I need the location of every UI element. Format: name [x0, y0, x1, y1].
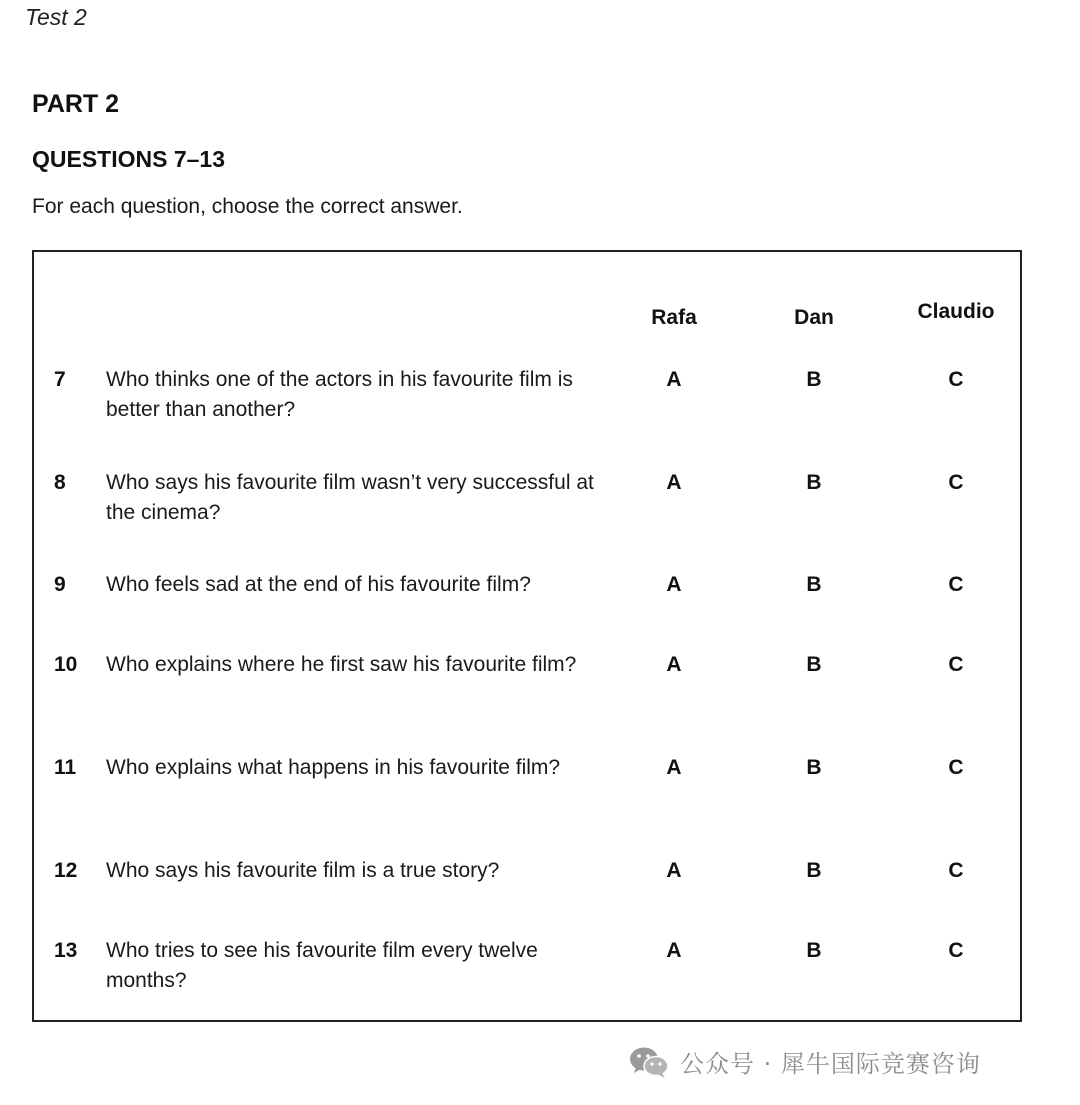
option-a[interactable]: A	[666, 573, 682, 596]
option-a[interactable]: A	[666, 471, 682, 494]
instruction-text: For each question, choose the correct answer.	[32, 195, 463, 218]
option-c[interactable]: C	[948, 756, 964, 779]
question-text: Who tries to see his favourite film every twelve months?	[106, 939, 538, 992]
column-header-claudio: Claudio	[917, 300, 995, 323]
option-b[interactable]: B	[806, 368, 822, 391]
question-row-12	[34, 856, 1020, 916]
questions-title: QUESTIONS 7–13	[32, 146, 226, 172]
option-c[interactable]: C	[948, 939, 964, 962]
option-b[interactable]: B	[806, 859, 822, 882]
wechat-icon	[628, 1045, 670, 1079]
option-c[interactable]: C	[948, 859, 964, 882]
question-row-11	[34, 753, 1020, 813]
option-a[interactable]: A	[666, 756, 682, 779]
question-number: 7	[54, 368, 66, 391]
column-header-rafa: Rafa	[651, 306, 697, 329]
option-a[interactable]: A	[666, 653, 682, 676]
option-b[interactable]: B	[806, 756, 822, 779]
question-number: 12	[54, 859, 78, 882]
question-row-8	[34, 468, 1020, 528]
question-number: 8	[54, 471, 66, 494]
question-text: Who says his favourite film is a true story?	[106, 859, 500, 882]
question-number: 11	[54, 756, 77, 779]
question-text: Who feels sad at the end of his favourite film?	[106, 573, 531, 596]
option-b[interactable]: B	[806, 471, 822, 494]
question-number: 10	[54, 653, 78, 676]
part-title: PART 2	[32, 90, 120, 118]
option-a[interactable]: A	[666, 939, 682, 962]
question-text: Who explains what happens in his favourite film?	[106, 756, 561, 779]
question-row-10	[34, 650, 1020, 710]
option-c[interactable]: C	[948, 368, 964, 391]
question-number: 9	[54, 573, 66, 596]
column-header-dan: Dan	[794, 306, 834, 329]
option-a[interactable]: A	[666, 368, 682, 391]
question-text: Who says his favourite film wasn’t very successful at the cinema?	[106, 471, 594, 524]
option-b[interactable]: B	[806, 939, 822, 962]
watermark-text: 公众号 · 犀牛国际竞赛咨询	[680, 1050, 981, 1078]
question-number: 13	[54, 939, 78, 962]
question-text: Who explains where he first saw his favourite film?	[106, 653, 577, 676]
question-row-7	[34, 365, 1020, 425]
option-a[interactable]: A	[666, 859, 682, 882]
watermark	[628, 1044, 981, 1079]
option-c[interactable]: C	[948, 471, 964, 494]
option-b[interactable]: B	[806, 573, 822, 596]
question-text: Who thinks one of the actors in his favourite film is better than another?	[106, 368, 573, 421]
question-row-13	[34, 936, 1020, 996]
option-c[interactable]: C	[948, 653, 964, 676]
option-b[interactable]: B	[806, 653, 822, 676]
option-c[interactable]: C	[948, 573, 964, 596]
question-table	[32, 250, 1022, 1022]
test-label: Test 2	[25, 4, 87, 30]
question-row-9	[34, 570, 1020, 630]
